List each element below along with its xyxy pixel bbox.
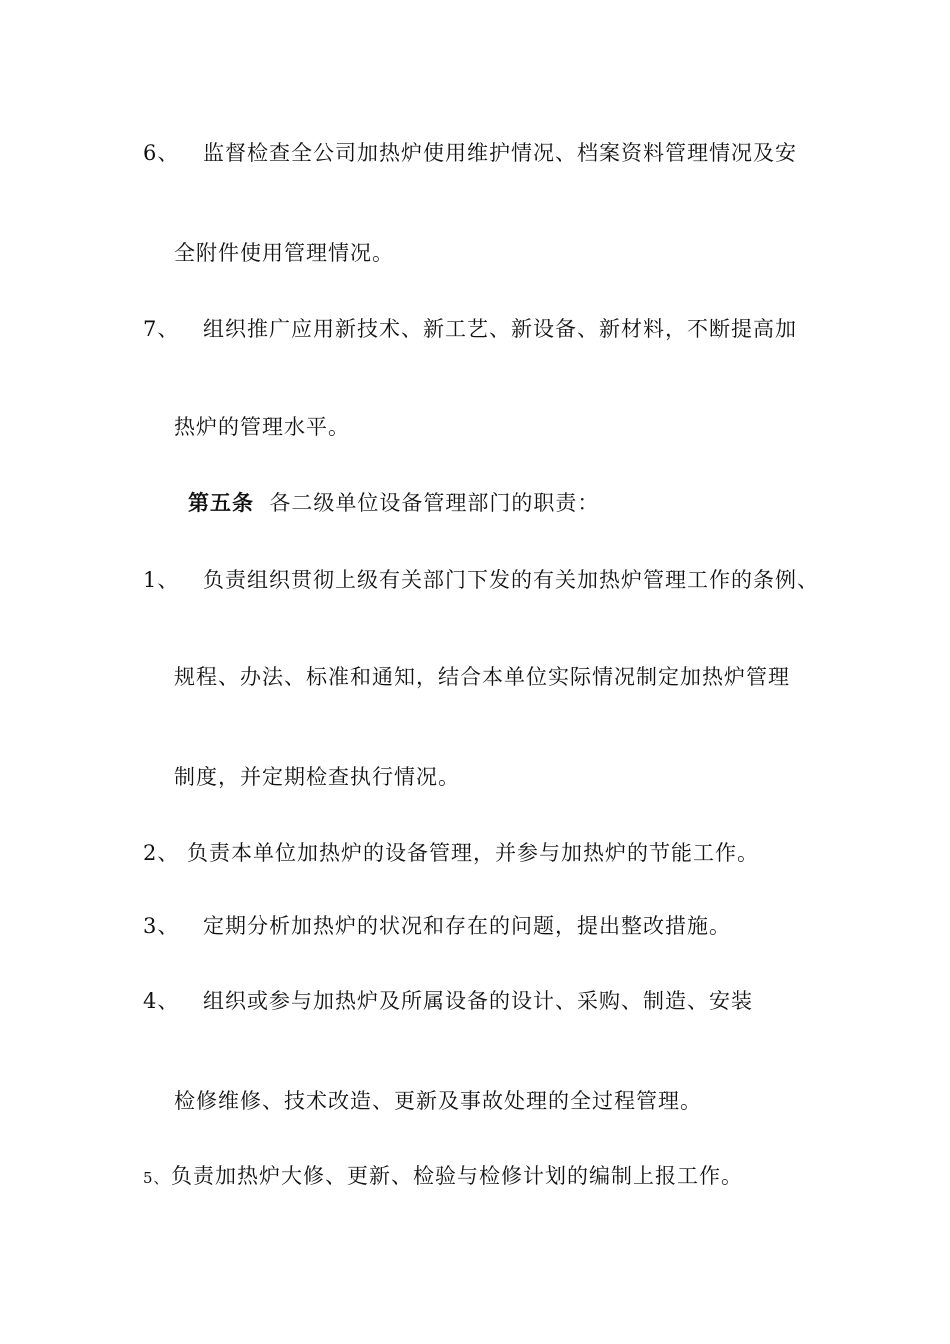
list-item-7-line-2: 热炉的管理水平。 (174, 415, 350, 439)
item-text: 组织或参与加热炉及所属设备的设计、采购、制造、安装 (203, 989, 753, 1013)
article-title: 第五条 (188, 490, 254, 515)
item-number: 5、 (143, 1169, 170, 1187)
item-text: 定期分析加热炉的状况和存在的问题，提出整改措施。 (203, 914, 731, 938)
item-number: 7、 (143, 317, 180, 341)
list-item-4-line-2: 检修维修、技术改造、更新及事故处理的全过程管理。 (174, 1089, 702, 1113)
item-number: 2、 (143, 841, 180, 865)
item-text: 负责加热炉大修、更新、检验与检修计划的编制上报工作。 (171, 1164, 743, 1188)
list-item-1-line-3: 制度，并定期检查执行情况。 (174, 765, 460, 789)
list-item-7-line-1 (143, 316, 797, 342)
item-number: 3、 (143, 914, 180, 938)
item-text: 负责本单位加热炉的设备管理，并参与加热炉的节能工作。 (187, 841, 759, 865)
item-text: 监督检查全公司加热炉使用维护情况、档案资料管理情况及安 (203, 141, 797, 165)
item-number: 4、 (143, 989, 180, 1013)
list-item-6-line-2: 全附件使用管理情况。 (174, 241, 394, 265)
item-number: 6、 (143, 141, 180, 165)
list-item-1-line-2: 规程、办法、标准和通知，结合本单位实际情况制定加热炉管理 (174, 665, 790, 689)
item-text: 组织推广应用新技术、新工艺、新设备、新材料，不断提高加 (203, 317, 797, 341)
item-number: 1、 (143, 568, 180, 592)
list-item-6-line-1 (143, 140, 797, 166)
article-heading (188, 490, 599, 516)
list-item-5 (143, 1163, 743, 1191)
article-text: 各二级单位设备管理部门的职责： (269, 491, 600, 515)
item-text: 负责组织贯彻上级有关部门下发的有关加热炉管理工作的条例、 (203, 568, 819, 592)
list-item-3 (143, 913, 731, 939)
list-item-1-line-1 (143, 567, 819, 593)
list-item-2 (143, 840, 759, 866)
list-item-4-line-1 (143, 988, 753, 1014)
